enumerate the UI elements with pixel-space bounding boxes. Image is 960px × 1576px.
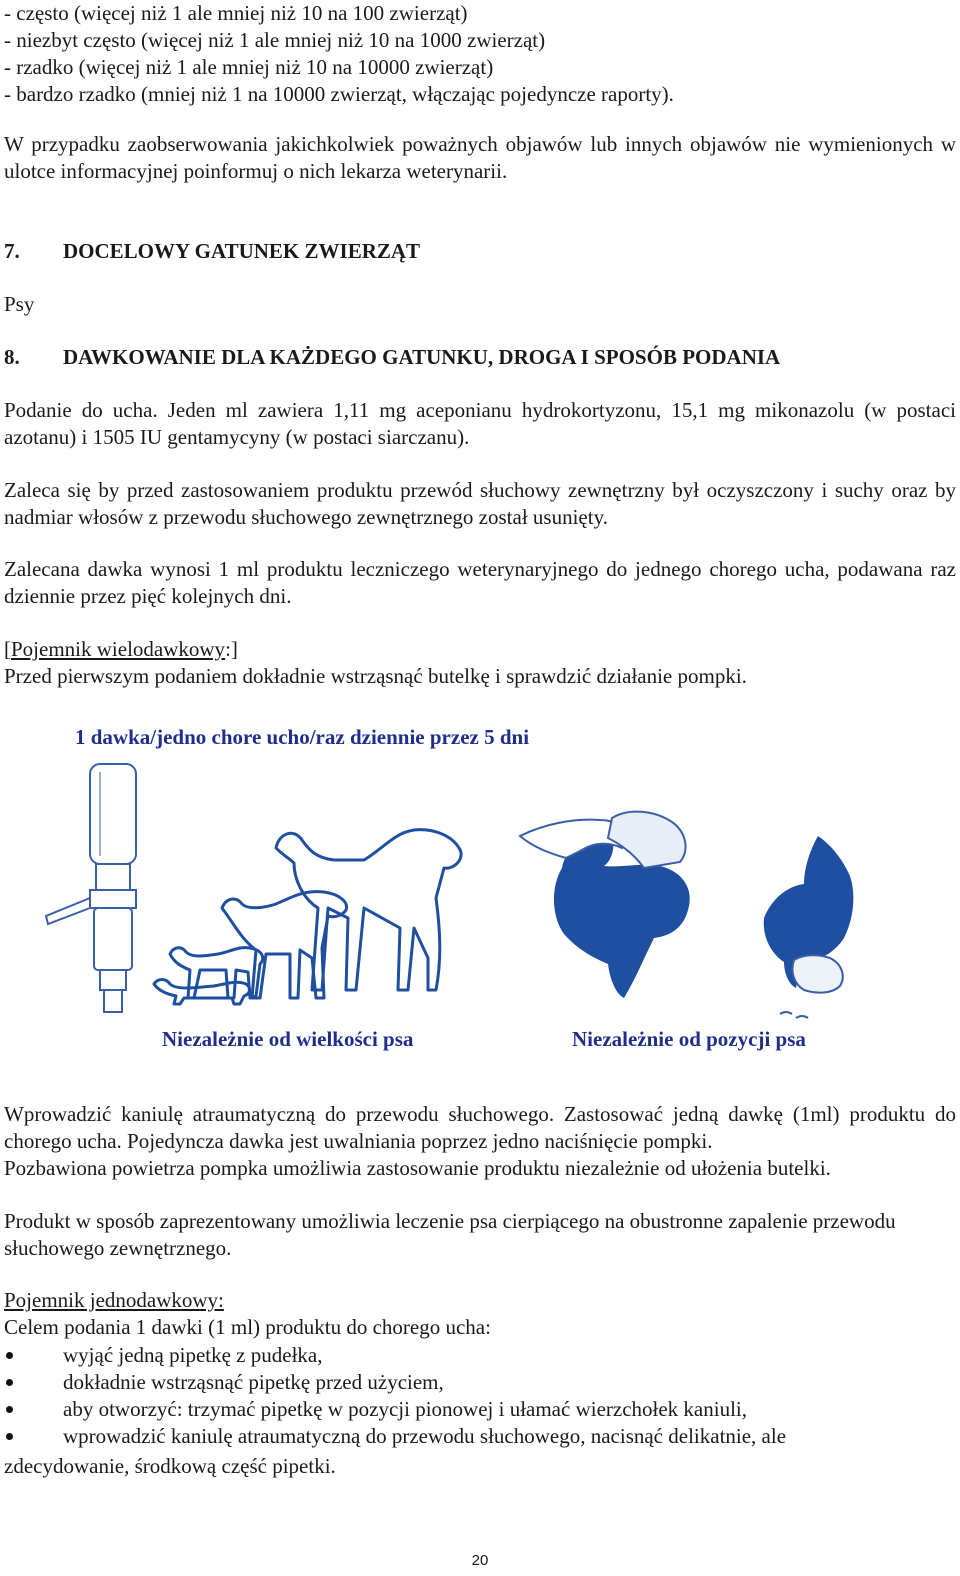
dosage-paragraph-2: Zaleca się by przed zastosowaniem produktu przewód słuchowy zewnętrzny był oczyszczony i suchy oraz by nadmiar włosów z przewodu słuchowego zewnętrznego został usunięty. bbox=[4, 478, 956, 529]
dosing-illustration bbox=[4, 720, 956, 1065]
figure-title: 1 dawka/jedno chore ucho/raz dziennie przez 5 dni bbox=[75, 725, 530, 749]
list-item-continuation: zdecydowanie, środkową część pipetki. bbox=[4, 1454, 336, 1478]
frequency-line: - często (więcej niż 1 ale mniej niż 10 na 100 zwierząt) bbox=[4, 1, 468, 25]
section-title: DAWKOWANIE DLA KAŻDEGO GATUNKU, DROGA I SPOSÓB PODANIA bbox=[63, 345, 781, 369]
multidose-instruction: Przed pierwszym podaniem dokładnie wstrząsnąć butelkę i sprawdzić działanie pompki. bbox=[4, 664, 747, 688]
single-dose-intro: Celem podania 1 dawki (1 ml) produktu do chorego ucha: bbox=[4, 1315, 491, 1339]
administration-paragraph-end: Pozbawiona powietrza pompka umożliwia zastosowanie produktu niezależnie od ułożenia butelki. bbox=[4, 1156, 831, 1180]
caption-any-position: Niezależnie od pozycji psa bbox=[572, 1027, 806, 1051]
section-title: DOCELOWY GATUNEK ZWIERZĄT bbox=[63, 239, 421, 263]
section-8-heading bbox=[4, 344, 780, 371]
list-item: wyjąć jedną pipetkę z pudełka, bbox=[4, 1342, 956, 1369]
target-species: Psy bbox=[4, 292, 35, 316]
caption-any-size: Niezależnie od wielkości psa bbox=[162, 1027, 414, 1051]
bilateral-paragraph: Produkt w sposób zaprezentowany umożliwia leczenie psa cierpiącego na obustronne zapalenie przewodu słuchowego zewnętrznego. bbox=[4, 1209, 896, 1260]
list-item: aby otworzyć: trzymać pipetkę w pozycji pionowej i ułamać wierzchołek kaniuli, bbox=[4, 1396, 956, 1423]
dog-head-treatment-icon bbox=[520, 812, 690, 998]
single-dose-steps bbox=[4, 1342, 956, 1450]
frequency-line: - niezbyt często (więcej niż 1 ale mniej niż 10 na 1000 zwierząt) bbox=[4, 28, 546, 52]
dogs-icon bbox=[154, 830, 461, 1004]
list-item: dokładnie wstrząsnąć pipetkę przed użyciem, bbox=[4, 1369, 956, 1396]
list-item: wprowadzić kaniulę atraumatyczną do przewodu słuchowego, nacisnąć delikatnie, ale bbox=[4, 1423, 956, 1450]
administration-paragraph: Wprowadzić kaniulę atraumatyczną do przewodu słuchowego. Zastosować jedną dawkę (1ml) produktu do chorego ucha. Pojedyncza dawka jest uwalniania poprzez jedno naciśnięcie pompki. bbox=[4, 1102, 956, 1153]
multidose-label: [Pojemnik wielodawkowy:] bbox=[4, 637, 238, 661]
dosing-figure-svg bbox=[4, 758, 956, 1058]
pump-bottle-icon bbox=[46, 764, 136, 1012]
report-paragraph: W przypadku zaobserwowania jakichkolwiek poważnych objawów lub innych objawów nie wymienionych w ulotce informacyjnej poinformuj o nich lekarza weterynarii. bbox=[4, 132, 956, 183]
frequency-list bbox=[4, 0, 674, 108]
section-number: 7. bbox=[4, 239, 20, 263]
page-number: 20 bbox=[471, 1552, 489, 1569]
section-7-heading bbox=[4, 238, 420, 265]
dog-head-side-icon bbox=[764, 836, 854, 1018]
section-number: 8. bbox=[4, 345, 20, 369]
single-dose-label: Pojemnik jednodawkowy: bbox=[4, 1288, 224, 1312]
dosage-paragraph-3: Zalecana dawka wynosi 1 ml produktu leczniczego weterynaryjnego do jednego chorego ucha, podawana raz dziennie przez pięć kolejnych dni. bbox=[4, 557, 956, 608]
dosage-paragraph-1: Podanie do ucha. Jeden ml zawiera 1,11 mg aceponianu hydrokortyzonu, 15,1 mg mikonazolu (w postaci azotanu) i 1505 IU gentamycyny (w postaci siarczanu). bbox=[4, 398, 956, 449]
frequency-line: - bardzo rzadko (mniej niż 1 na 10000 zwierząt, włączając pojedyncze raporty). bbox=[4, 82, 674, 106]
frequency-line: - rzadko (więcej niż 1 ale mniej niż 10 na 10000 zwierząt) bbox=[4, 55, 494, 79]
multidose-label-text: Pojemnik wielodawkowy bbox=[11, 637, 226, 661]
